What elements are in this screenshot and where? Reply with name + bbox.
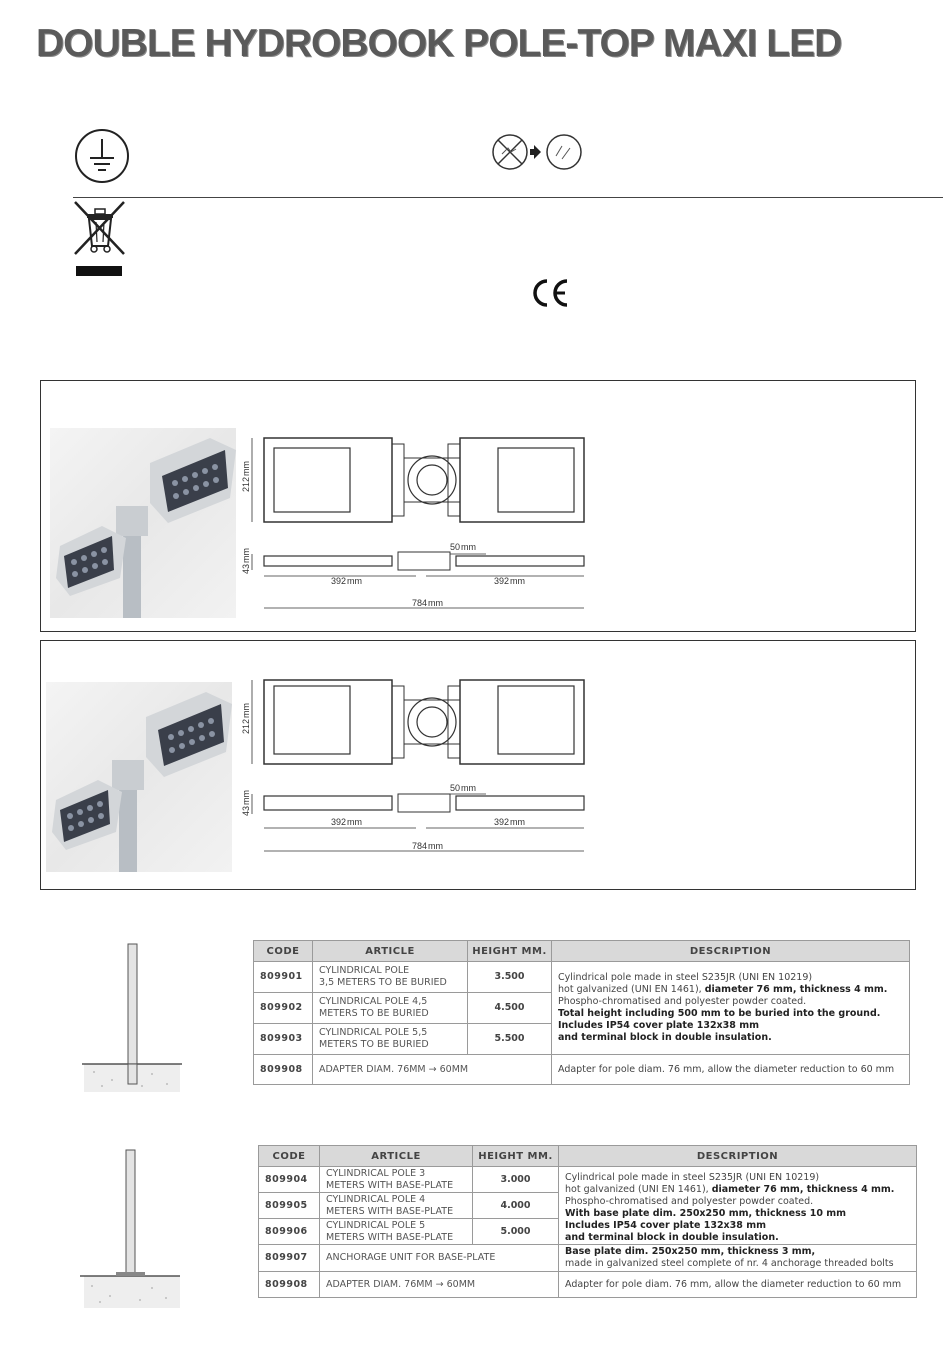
table-row: 809906 CYLINDRICAL POLE 5 METERS WITH BASE-PLATE 5.000	[259, 1219, 917, 1245]
buried-poles-table	[253, 940, 910, 1085]
baseplate-poles-table	[258, 1145, 917, 1298]
technical-drawing-2	[236, 674, 596, 864]
table-row: 809901 CYLINDRICAL POLE 3,5 METERS TO BE BURIED 3.500 Cylindrical pole made in steel S235JR (UNI EN 10219) hot galvanized (UNI EN 1461), diameter 76 mm, thickness 4 mm. Phospho-chromatised and polyester powder coated. Total height including 500 mm to be buried into the ground. Includes IP54 cover plate 132x38 mm and terminal block in double insulation.	[254, 962, 910, 993]
ce-mark-icon	[530, 277, 574, 309]
svg-text:212mm: 212mm	[241, 702, 251, 734]
dim-half-right-label: 392mm	[494, 576, 526, 586]
baseplate-pole-drawing	[80, 1148, 185, 1312]
col-description: DESCRIPTION	[552, 941, 910, 962]
svg-text:392mm: 392mm	[331, 817, 363, 827]
dim-half-left-label: 392mm	[331, 576, 363, 586]
col-code: CODE	[254, 941, 313, 962]
table-row: 809903 CYLINDRICAL POLE 5,5 METERS TO BE BURIED 5.500	[254, 1024, 910, 1055]
table-header-row	[254, 941, 910, 962]
svg-text:43mm: 43mm	[241, 789, 251, 816]
dim-depth-label: 43mm	[241, 547, 251, 574]
page-title: DOUBLE HYDROBOOK POLE-TOP MAXI LED	[36, 22, 842, 65]
col-height: HEIGHT MM.	[473, 1146, 559, 1167]
col-article: ARTICLE	[313, 941, 468, 962]
buried-pole-drawing	[82, 940, 197, 1092]
table-row: 809905 CYLINDRICAL POLE 4 METERS WITH BASE-PLATE 4.000	[259, 1193, 917, 1219]
col-height: HEIGHT MM.	[468, 941, 552, 962]
dim-height-label: 212mm	[241, 460, 251, 492]
table-row: 809907 ANCHORAGE UNIT FOR BASE-PLATE Base plate dim. 250x250 mm, thickness 3 mm, made in galvanized steel complete of nr. 4 anchorage threaded bolts	[259, 1245, 917, 1272]
col-code: CODE	[259, 1146, 320, 1167]
col-article: ARTICLE	[320, 1146, 473, 1167]
svg-text:784mm: 784mm	[412, 841, 444, 851]
product-photo-1	[50, 428, 236, 618]
glass-replacement-icon	[490, 132, 586, 172]
col-description: DESCRIPTION	[559, 1146, 917, 1167]
divider-line	[73, 197, 943, 198]
product-photo-2	[46, 682, 232, 872]
technical-drawing-1	[236, 432, 596, 632]
dim-gap-label: 50mm	[450, 542, 477, 552]
table-row: 809902 CYLINDRICAL POLE 4,5 METERS TO BE BURIED 4.500	[254, 993, 910, 1024]
crossed-bin-icon	[72, 200, 128, 280]
table-row: 809908 ADAPTER DIAM. 76MM → 60MM Adapter for pole diam. 76 mm, allow the diameter reduction to 60 mm	[259, 1272, 917, 1298]
earth-symbol-icon	[73, 127, 131, 185]
svg-text:392mm: 392mm	[494, 817, 526, 827]
table-header-row	[259, 1146, 917, 1167]
dim-total-label: 784mm	[412, 598, 444, 608]
svg-text:50mm: 50mm	[450, 783, 477, 793]
pole-description: Cylindrical pole made in steel S235JR (UNI EN 10219) hot galvanized (UNI EN 1461), diameter 76 mm, thickness 4 mm. Phospho-chromatised and polyester powder coated. Total height including 500 mm to be buried into the ground. Includes IP54 cover plate 132x38 mm and terminal block in double insulation.	[552, 962, 910, 1055]
pole-description: Cylindrical pole made in steel S235JR (UNI EN 10219) hot galvanized (UNI EN 1461), diameter 76 mm, thickness 4 mm. Phospho-chromatised and polyester powder coated. With base plate dim. 250x250 mm, thickness 10 mm Includes IP54 cover plate 132x38 mm and terminal block in double insulation.	[559, 1167, 917, 1245]
table-row: 809908 ADAPTER DIAM. 76MM → 60MM Adapter for pole diam. 76 mm, allow the diameter reduction to 60 mm	[254, 1055, 910, 1085]
table-row: 809904 CYLINDRICAL POLE 3 METERS WITH BASE-PLATE 3.000 Cylindrical pole made in steel S235JR (UNI EN 10219) hot galvanized (UNI EN 1461), diameter 76 mm, thickness 4 mm. Phospho-chromatised and polyester powder coated. With base plate dim. 250x250 mm, thickness 10 mm Includes IP54 cover plate 132x38 mm and terminal block in double insulation.	[259, 1167, 917, 1193]
